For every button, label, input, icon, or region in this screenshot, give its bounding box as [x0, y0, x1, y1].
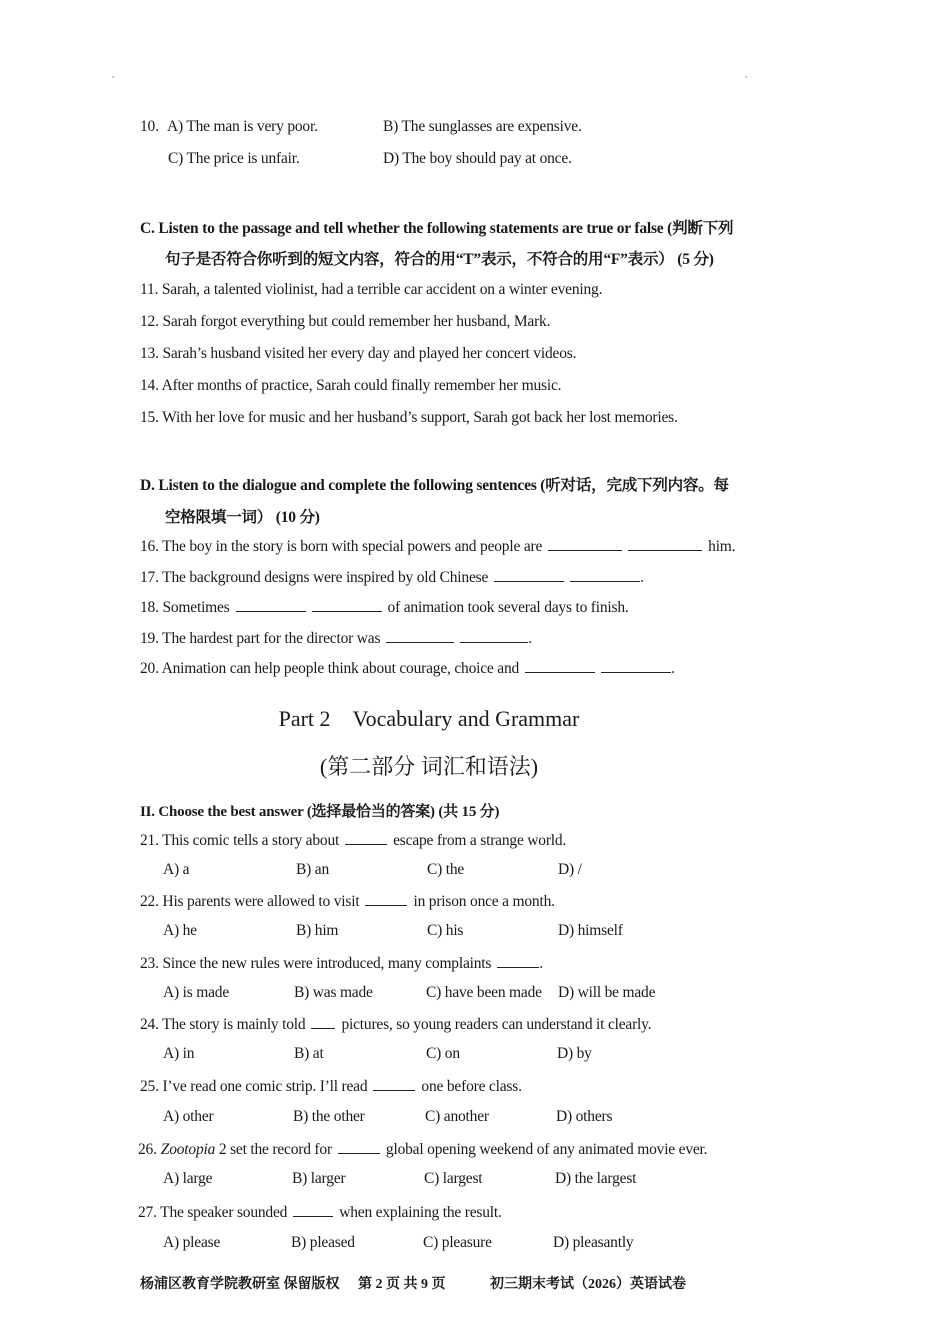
q23-option[interactable]: B) was made	[294, 984, 373, 1001]
q21-blank[interactable]	[345, 830, 387, 845]
q23-option[interactable]: C) have been made	[426, 984, 542, 1001]
section-ii-heading: II. Choose the best answer (选择最恰当的答案) (共 15 分)	[140, 804, 500, 820]
q25-text-end: one before class.	[421, 1078, 522, 1095]
q10-option-a: A) The man is very poor.	[167, 118, 318, 135]
q20-text-end: .	[671, 660, 675, 677]
q27-text: 27. The speaker sounded	[138, 1204, 288, 1221]
q26-option[interactable]: A) large	[163, 1170, 213, 1187]
section-c-item: 14. After months of practice, Sarah could finally remember her music.	[140, 377, 562, 394]
q27-option[interactable]: A) please	[163, 1234, 221, 1251]
q24-option[interactable]: D) by	[557, 1045, 592, 1062]
q20-blank-1[interactable]	[525, 658, 595, 673]
q24-option[interactable]: A) in	[163, 1045, 195, 1062]
q22-option[interactable]: B) him	[296, 922, 339, 939]
q19-blank-1[interactable]	[386, 628, 454, 643]
q10-option-c: C) The price is unfair.	[168, 150, 300, 167]
q10-option-b: B) The sunglasses are expensive.	[383, 118, 582, 135]
q19-text-end: .	[528, 630, 532, 647]
q21-option[interactable]: D) /	[558, 861, 582, 878]
q19-sentence	[140, 628, 532, 648]
q17-text: 17. The background designs were inspired by old Chinese	[140, 569, 489, 586]
q25-stem	[140, 1076, 522, 1096]
q24-blank[interactable]	[311, 1014, 335, 1029]
q25-option[interactable]: A) other	[163, 1108, 214, 1125]
section-c-item: 13. Sarah’s husband visited her every day and played her concert videos.	[140, 345, 577, 362]
q23-stem	[140, 953, 543, 973]
q10-number: 10.	[140, 118, 159, 135]
q24-text: 24. The story is mainly told	[140, 1016, 306, 1033]
q26-blank[interactable]	[338, 1139, 380, 1154]
q27-option[interactable]: D) pleasantly	[553, 1234, 634, 1251]
footer-copyright: 杨浦区教育学院教研室 保留版权	[140, 1277, 340, 1292]
q20-sentence	[140, 658, 675, 678]
q17-text-end: .	[640, 569, 644, 586]
q26-option[interactable]: D) the largest	[555, 1170, 637, 1187]
q24-stem	[140, 1014, 651, 1034]
q25-blank[interactable]	[373, 1076, 415, 1091]
scan-speck-right	[745, 76, 747, 78]
footer-page-number: 第 2 页 共 9 页	[358, 1277, 446, 1292]
section-c-item: 12. Sarah forgot everything but could remember her husband, Mark.	[140, 313, 551, 330]
q20-text: 20. Animation can help people think about courage, choice and	[140, 660, 520, 677]
q25-option[interactable]: C) another	[425, 1108, 489, 1125]
q21-option[interactable]: A) a	[163, 861, 190, 878]
q21-option[interactable]: C) the	[427, 861, 465, 878]
q22-text: 22. His parents were allowed to visit	[140, 893, 360, 910]
footer-exam-title: 初三期末考试（2026）英语试卷	[490, 1277, 686, 1292]
part2-title: Part 2 Vocabulary and Grammar	[278, 706, 580, 731]
q22-text-end: in prison once a month.	[413, 893, 555, 910]
q27-stem	[138, 1202, 502, 1222]
q26-number: 26.	[138, 1141, 157, 1158]
q21-stem	[140, 830, 566, 850]
q27-option[interactable]: B) pleased	[291, 1234, 355, 1251]
q18-text-end: of animation took several days to finish.	[387, 599, 629, 616]
q27-text-end: when explaining the result.	[339, 1204, 502, 1221]
section-c-item: 11. Sarah, a talented violinist, had a terrible car accident on a winter evening.	[140, 281, 603, 298]
q23-option[interactable]: D) will be made	[558, 984, 656, 1001]
q21-text: 21. This comic tells a story about	[140, 832, 340, 849]
q25-option[interactable]: D) others	[556, 1108, 613, 1125]
q23-text: 23. Since the new rules were introduced, many complaints	[140, 955, 492, 972]
q16-blank-1[interactable]	[548, 536, 622, 551]
q26-text-end: global opening weekend of any animated movie ever.	[385, 1141, 708, 1158]
q16-text-end: him.	[708, 538, 736, 555]
q24-option[interactable]: B) at	[294, 1045, 324, 1062]
q18-sentence	[140, 597, 629, 617]
section-c-item: 15. With her love for music and her husband’s support, Sarah got back her lost memories.	[140, 409, 678, 426]
q26-movie-title: Zootopia	[160, 1141, 216, 1158]
q17-blank-1[interactable]	[494, 567, 564, 582]
q17-blank-2[interactable]	[570, 567, 640, 582]
q27-blank[interactable]	[293, 1202, 333, 1217]
q10-option-d: D) The boy should pay at once.	[383, 150, 572, 167]
q24-option[interactable]: C) on	[426, 1045, 460, 1062]
q19-blank-2[interactable]	[460, 628, 528, 643]
q20-blank-2[interactable]	[601, 658, 671, 673]
q16-text: 16. The boy in the story is born with special powers and people are	[140, 538, 543, 555]
scan-speck-left	[112, 76, 114, 78]
q22-option[interactable]: D) himself	[558, 922, 623, 939]
q24-text-end: pictures, so young readers can understand it clearly.	[341, 1016, 652, 1033]
q26-option[interactable]: B) larger	[292, 1170, 346, 1187]
q22-stem	[140, 891, 555, 911]
section-c-heading-line1: C. Listen to the passage and tell whether the following statements are true or false (判断下列	[140, 220, 734, 237]
section-d-heading-line1: D. Listen to the dialogue and complete the following sentences (听对话，完成下列内容。每	[140, 477, 729, 494]
q21-option[interactable]: B) an	[296, 861, 330, 878]
section-d-heading-line2: 空格限填一词） (10 分)	[165, 509, 320, 526]
q25-option[interactable]: B) the other	[293, 1108, 365, 1125]
q26-text: 2 set the record for	[215, 1141, 332, 1158]
q19-text: 19. The hardest part for the director was	[140, 630, 381, 647]
q22-blank[interactable]	[365, 891, 407, 906]
q26-stem	[138, 1139, 707, 1159]
q18-blank-2[interactable]	[312, 597, 382, 612]
q21-text-end: escape from a strange world.	[393, 832, 567, 849]
q27-option[interactable]: C) pleasure	[423, 1234, 492, 1251]
q18-blank-1[interactable]	[236, 597, 306, 612]
part2-subtitle: (第二部分 词汇和语法)	[319, 754, 539, 779]
q16-sentence	[140, 536, 735, 556]
q18-text: 18. Sometimes	[140, 599, 230, 616]
q23-blank[interactable]	[497, 953, 539, 968]
q23-option[interactable]: A) is made	[163, 984, 230, 1001]
q22-option[interactable]: A) he	[163, 922, 197, 939]
q26-option[interactable]: C) largest	[424, 1170, 483, 1187]
q22-option[interactable]: C) his	[427, 922, 464, 939]
q17-sentence	[140, 567, 644, 587]
q16-blank-2[interactable]	[628, 536, 702, 551]
section-c-heading-line2: 句子是否符合你听到的短文内容，符合的用“T”表示，不符合的用“F”表示） (5 分)	[165, 251, 714, 268]
q23-text-end: .	[539, 955, 543, 972]
q25-text: 25. I’ve read one comic strip. I’ll read	[140, 1078, 368, 1095]
